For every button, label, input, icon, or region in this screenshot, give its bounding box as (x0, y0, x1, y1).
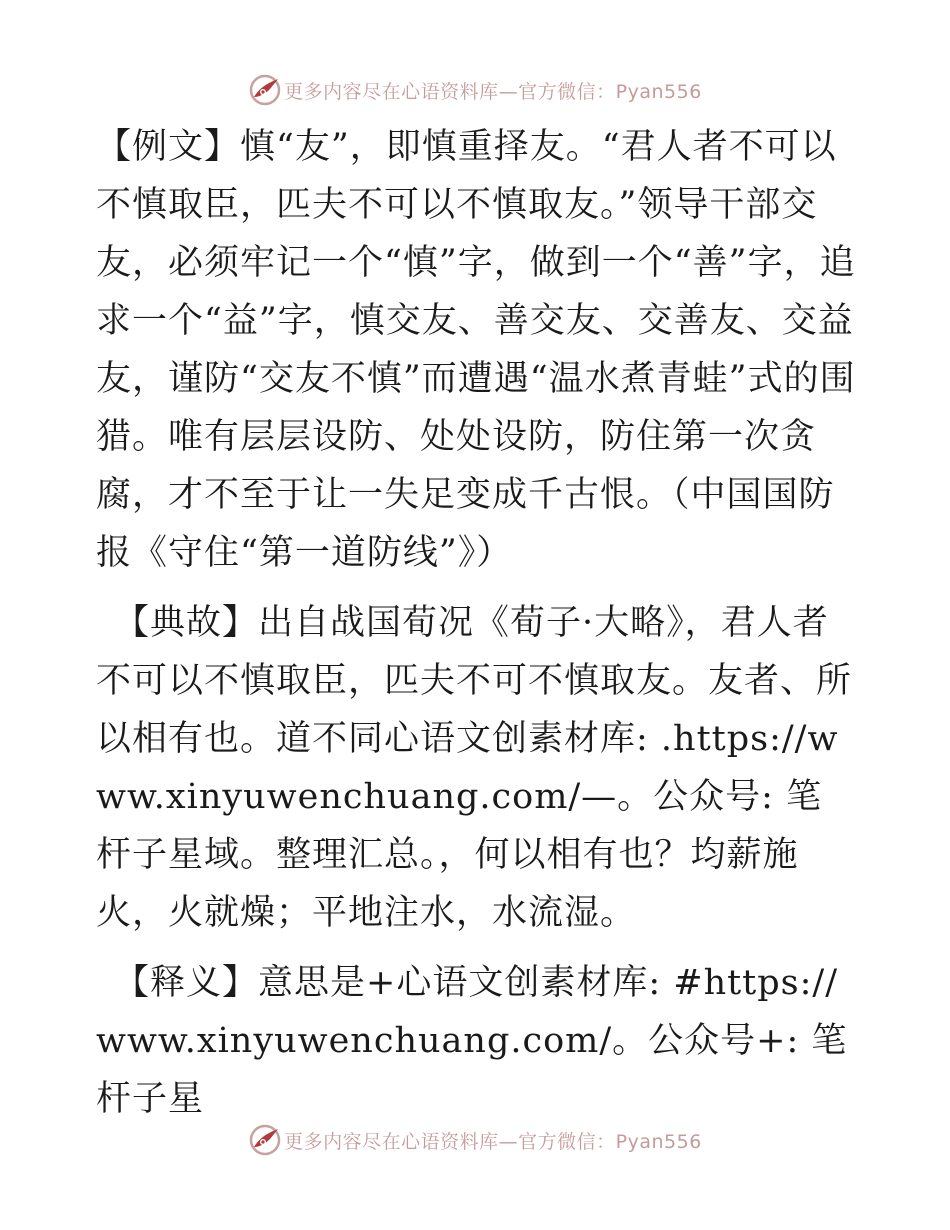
footer-watermark (0, 1120, 950, 1160)
header-watermark (0, 70, 950, 110)
paragraph-example: 【例文】慎“友”，即慎重择友。“君人者不可以不慎取臣，匹夫不可以不慎取友。”领导干部交友，必须牢记一个“慎”字，做到一个“善”字，追求一个“益”字，慎交友、善交友、交善友、交益友，谨防“交友不慎”而遭遇“温水煮青蛙”式的围猎。唯有层层设防、处处设防，防住第一次贪腐，才不至于让一失足变成千古恨。（中国国防报《守住“第一道防线”》） (96, 127, 856, 573)
document-body (96, 118, 856, 1128)
watermark-text: 更多内容尽在心语资料库—官方微信：Pyan556 (284, 80, 702, 103)
watermark-text: 更多内容尽在心语资料库—官方微信：Pyan556 (284, 1130, 702, 1153)
paragraph-allusion: 【典故】出自战国荀况《荀子·大略》，君人者不可以不慎取臣，匹夫不可不慎取友。友者、所以相有也。道不同心语文创素材库: .https://www.xinyuwenchuang.com/—。公众号: 笔杆子星域。整理汇总。，何以相有也？均薪施火，火就燥；平地注水，水流湿。 (96, 603, 853, 933)
brand-logo-icon (248, 1123, 282, 1157)
paragraph-meaning: 【释义】意思是+心语文创素材库: #https://www.xinyuwenchuang.com/。公众号+: 笔杆子星 (96, 963, 848, 1119)
brand-logo-icon (248, 73, 282, 107)
